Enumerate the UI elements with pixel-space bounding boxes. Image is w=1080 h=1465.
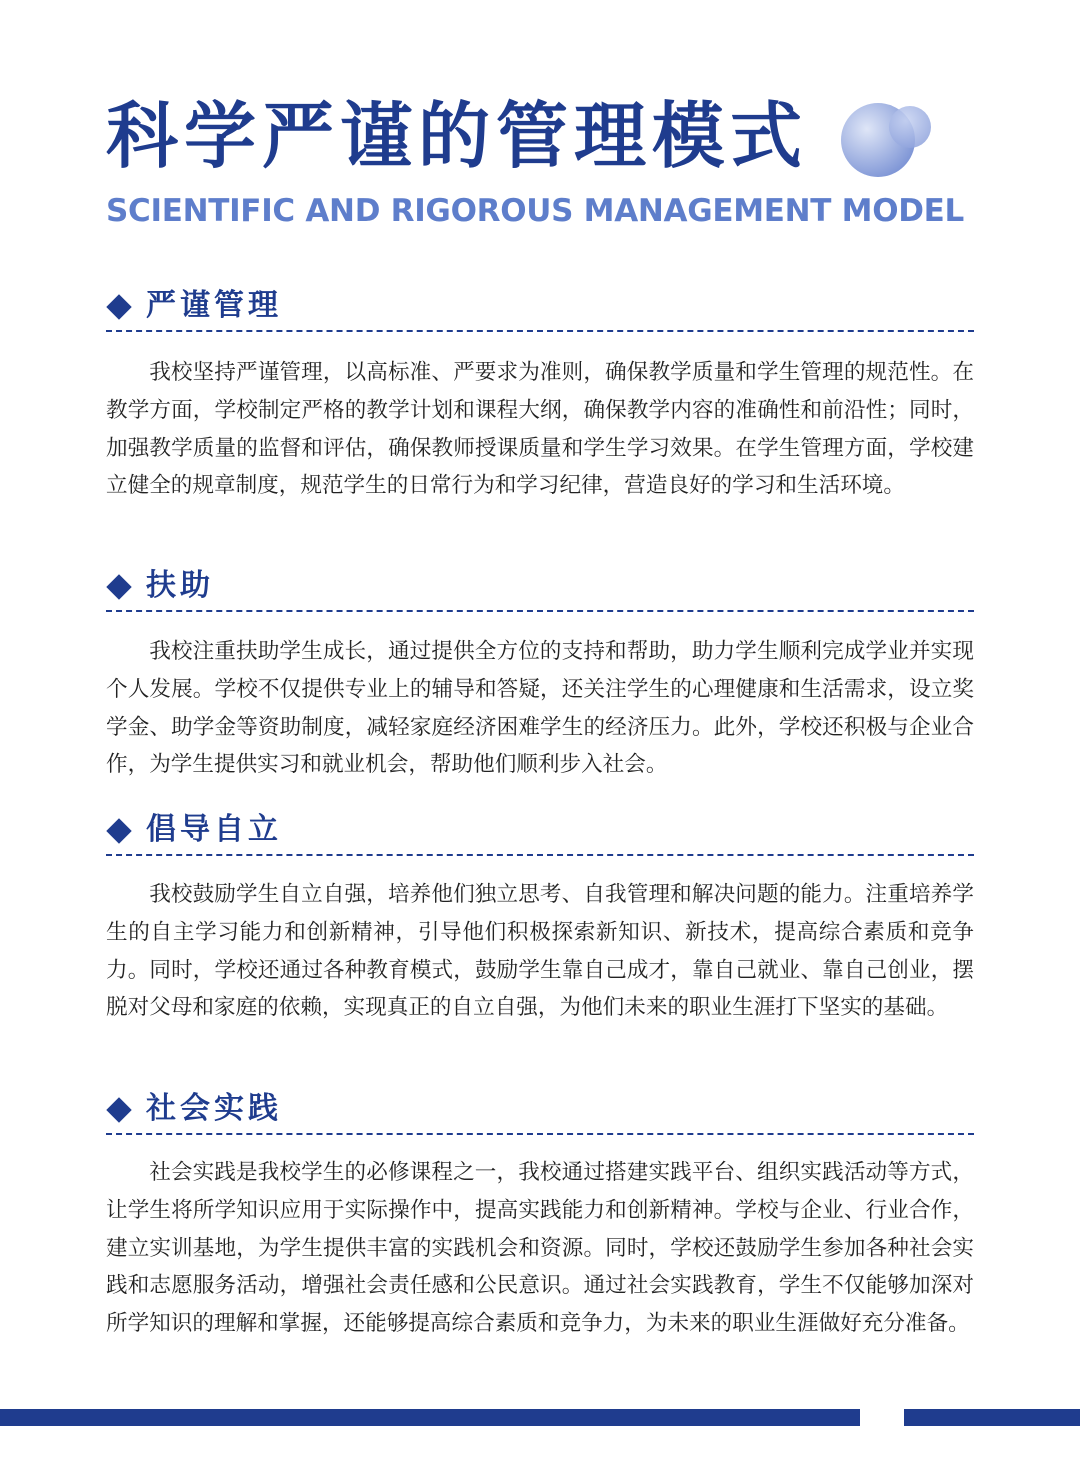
section-body: 我校坚持严谨管理，以高标准、严要求为准则，确保教学质量和学生管理的规范性。在教学方面，学校制定严格的教学计划和课程大纲，确保教学内容的准确性和前沿性；同时，加强教学质量的监督和评估，确保教师授课质量和学生学习效果。在学生管理方面，学校建立健全的规章制度，规范学生的日常行为和学习纪律，营造良好的学习和生活环境。	[106, 360, 974, 499]
page-subtitle: SCIENTIFIC AND RIGOROUS MANAGEMENT MODEL	[106, 193, 965, 229]
section-title: 扶助	[146, 568, 214, 603]
section-title: 倡导自立	[146, 812, 282, 847]
section-header-rigorous-management	[106, 284, 974, 334]
diamond-icon	[106, 294, 131, 319]
page-title: 科学严谨的管理模式	[106, 94, 809, 178]
dashed-divider	[106, 610, 974, 612]
section-header-social-practice	[106, 1087, 974, 1137]
diamond-icon	[106, 818, 131, 843]
section-body: 我校鼓励学生自立自强，培养他们独立思考、自我管理和解决问题的能力。注重培养学生的自主学习能力和创新精神，引导他们积极探索新知识、新技术，提高综合素质和竞争力。同时，学校还通过各种教育模式，鼓励学生靠自己成才，靠自己就业、靠自己创业，摆脱对父母和家庭的依赖，实现真正的自立自强，为他们未来的职业生涯打下坚实的基础。	[106, 882, 974, 1021]
section-body: 社会实践是我校学生的必修课程之一，我校通过搭建实践平台、组织实践活动等方式，让学生将所学知识应用于实际操作中，提高实践能力和创新精神。学校与企业、行业合作，建立实训基地，为学生提供丰富的实践机会和资源。同时，学校还鼓励学生参加各种社会实践和志愿服务活动，增强社会责任感和公民意识。通过社会实践教育，学生不仅能够加深对所学知识的理解和掌握，还能够提高综合素质和竞争力，为未来的职业生涯做好充分准备。	[106, 1160, 974, 1337]
dashed-divider	[106, 1133, 974, 1135]
section-header-self-reliance	[106, 808, 974, 858]
overlapping-circles-icon	[840, 100, 940, 180]
section-title: 社会实践	[146, 1091, 282, 1126]
section-body: 我校注重扶助学生成长，通过提供全方位的支持和帮助，助力学生顺利完成学业并实现个人发展。学校不仅提供专业上的辅导和答疑，还关注学生的心理健康和生活需求，设立奖学金、助学金等资助制度，减轻家庭经济困难学生的经济压力。此外，学校还积极与企业合作，为学生提供实习和就业机会，帮助他们顺利步入社会。	[106, 639, 974, 778]
footer-bar-right	[904, 1409, 1080, 1426]
section-header-assistance	[106, 564, 974, 614]
footer-bar-left	[0, 1409, 860, 1426]
diamond-icon	[106, 574, 131, 599]
dashed-divider	[106, 854, 974, 856]
section-title: 严谨管理	[146, 288, 282, 323]
dashed-divider	[106, 330, 974, 332]
diamond-icon	[106, 1097, 131, 1122]
